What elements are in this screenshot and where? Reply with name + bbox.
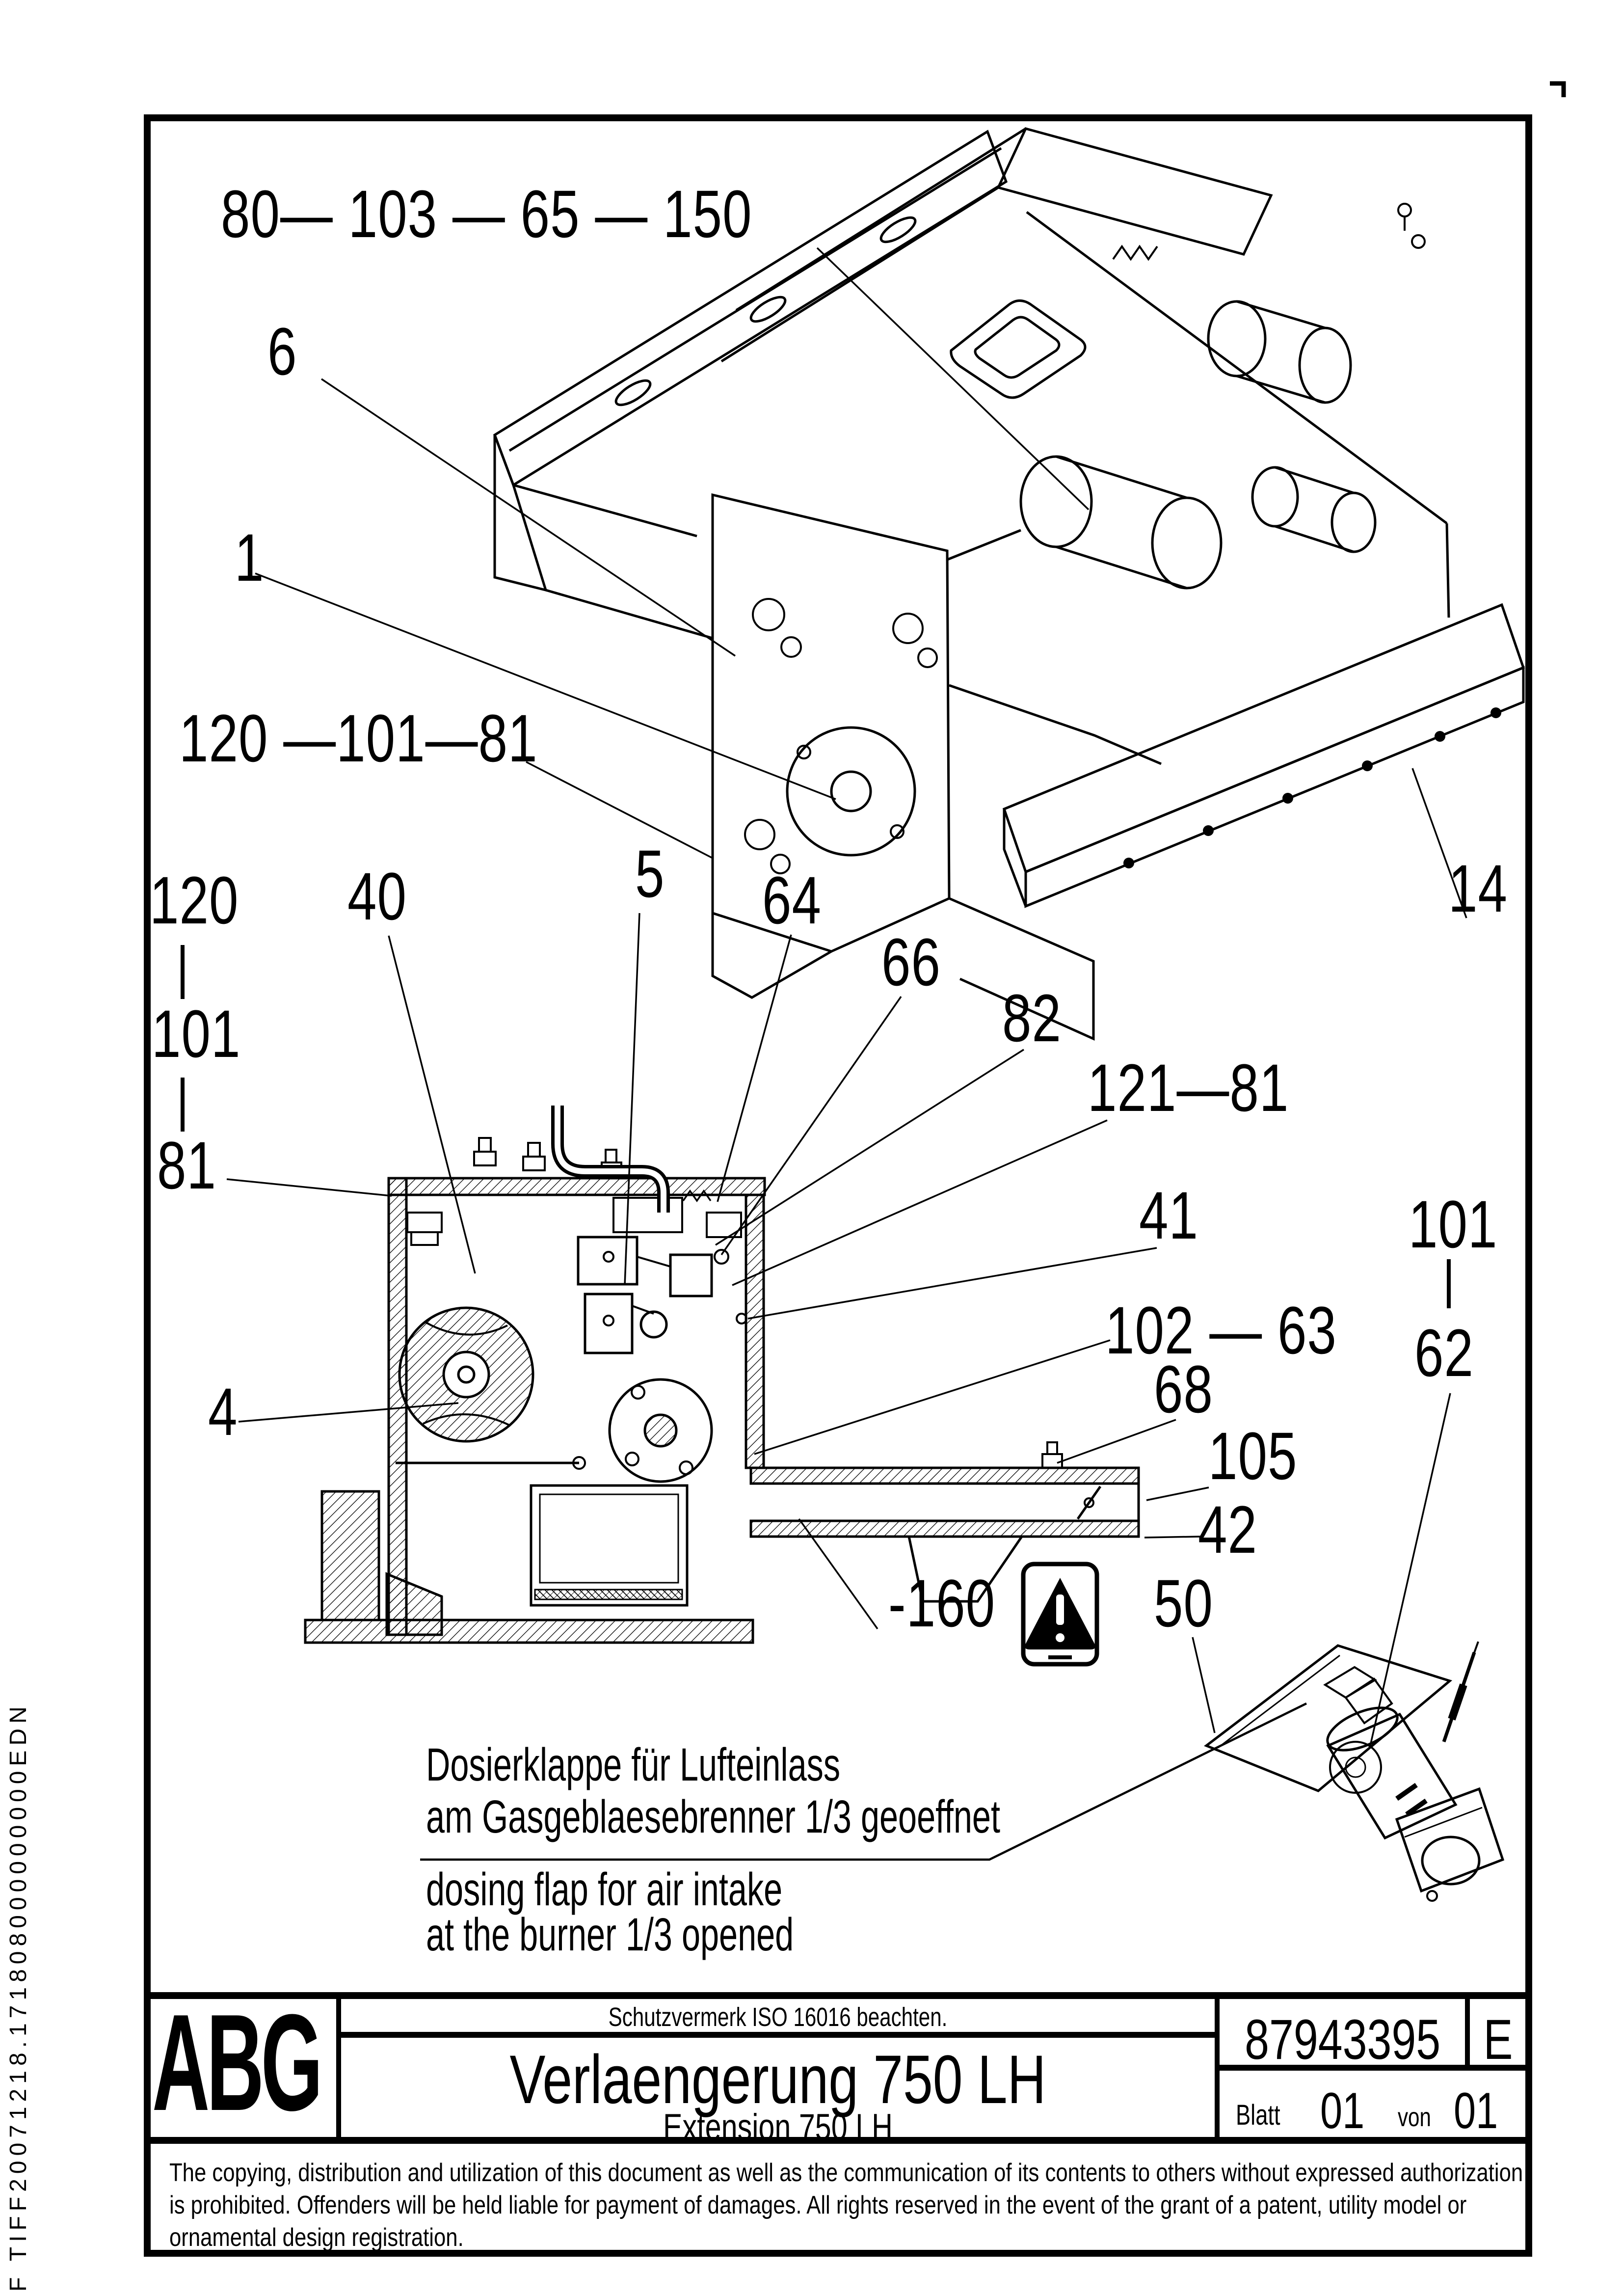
- callout-chain-80-103-65-150: 80— 103 — 65 — 150: [221, 177, 752, 252]
- callout-105: 105: [1208, 1419, 1298, 1494]
- callout-5: 5: [635, 837, 665, 912]
- sheet-label: Blatt: [1236, 2099, 1280, 2131]
- sheet-of-label: von: [1398, 2103, 1431, 2132]
- callout-40: 40: [347, 859, 407, 934]
- annotation-en-line2: at the burner 1/3 opened: [426, 1909, 794, 1961]
- abg-logo: ABG: [152, 1986, 320, 2139]
- callout-chain-121-81: 121—81: [1088, 1051, 1289, 1126]
- callout-160: -160: [888, 1566, 996, 1641]
- disclaimer-line2: is prohibited. Offenders will be held liable for payment of damages. All rights reserved in the event of the grant of a patent, utility model or: [169, 2191, 1467, 2219]
- callout-stack-81: 81: [157, 1128, 217, 1203]
- disclaimer-line1: The copying, distribution and utilization of this document as well as the communication of its contents to others without expressed authorization: [169, 2159, 1523, 2187]
- callout-chain-120-101-81: 120 —101—81: [179, 701, 538, 776]
- callout-41: 41: [1139, 1178, 1199, 1253]
- callout-stack-120: 120: [150, 863, 239, 938]
- callout-4: 4: [208, 1375, 238, 1450]
- warning-triangle-icon: [1023, 1564, 1097, 1664]
- annotation-de-line1: Dosierklappe für Lufteinlass: [426, 1739, 841, 1791]
- drawing-title-primary: Verlaengerung 750 LH: [509, 2041, 1046, 2118]
- annotation-de-line2: am Gasgeblaesebrenner 1/3 geoeffnet: [426, 1791, 1000, 1843]
- sheet-total: 01: [1454, 2082, 1498, 2139]
- callout-chain-102-63: 102 — 63: [1105, 1293, 1337, 1368]
- callout-82: 82: [1002, 981, 1062, 1056]
- callout-50: 50: [1154, 1566, 1214, 1641]
- callout-14: 14: [1448, 851, 1508, 926]
- callout-66: 66: [881, 925, 941, 1000]
- isometric-view-dosing-flap: [1206, 1642, 1503, 1901]
- revision-letter: E: [1483, 2008, 1513, 2071]
- callout-stack-101: 101: [152, 997, 241, 1072]
- document-number: 87943395: [1245, 2008, 1441, 2071]
- callout-42: 42: [1198, 1492, 1258, 1567]
- sheet-frame: [147, 83, 1564, 2253]
- disclaimer-line3: ornamental design registration.: [169, 2223, 464, 2252]
- callout-6: 6: [267, 314, 297, 389]
- protection-note: Schutzvermerk ISO 16016 beachten.: [608, 2002, 948, 2032]
- callout-64: 64: [762, 863, 822, 938]
- vertical-file-label: F TIFF20071218.171808000000000EDN: [5, 1702, 31, 2292]
- callout-1: 1: [235, 520, 265, 595]
- callout-68: 68: [1154, 1352, 1214, 1427]
- sheet-current: 01: [1320, 2082, 1365, 2139]
- drawing-title-secondary: Extension 750 LH: [663, 2107, 893, 2148]
- callout-stack2-62: 62: [1414, 1316, 1474, 1391]
- callout-stack2-101: 101: [1409, 1187, 1498, 1262]
- annotation-en-line1: dosing flap for air intake: [426, 1864, 783, 1916]
